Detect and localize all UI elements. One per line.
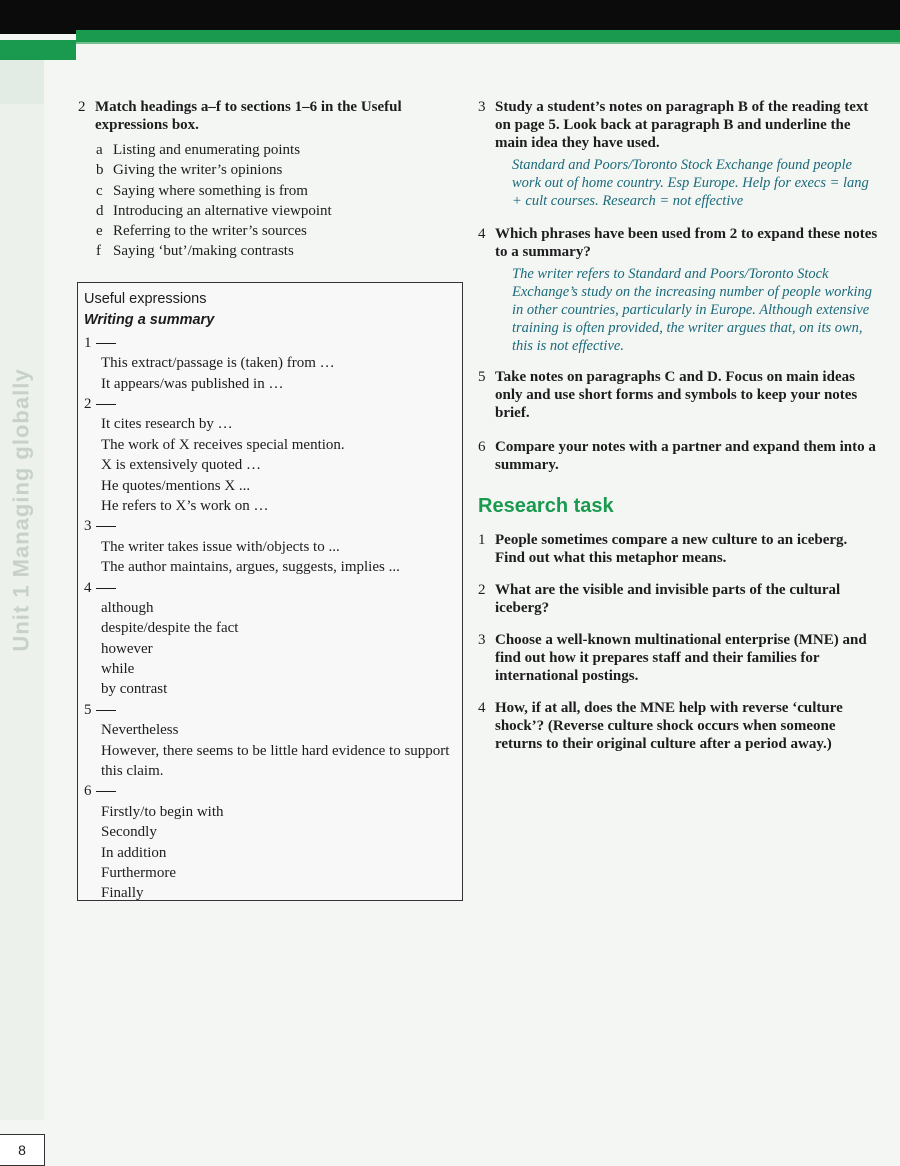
useful-expressions-box: [77, 282, 463, 901]
item-number: 3: [478, 632, 486, 648]
expression-line: This extract/passage is (taken) from …: [101, 355, 335, 372]
group-number: 4: [84, 579, 92, 596]
expression-line: In addition: [101, 844, 167, 861]
item-number: 1: [478, 532, 486, 548]
heading-options-list: [96, 140, 470, 262]
research-task-heading: Research task: [478, 495, 614, 517]
group-number: 1: [84, 335, 92, 351]
box-subtitle: Writing a summary: [84, 312, 215, 328]
expression-group-4: [84, 578, 456, 700]
box-title: Useful expressions: [84, 291, 207, 307]
expression-line: It appears/was published in …: [101, 375, 284, 392]
item-number: 2: [478, 582, 486, 598]
expression-line: by contrast: [101, 681, 168, 698]
expression-group-6: [84, 781, 456, 903]
page-number: 8: [0, 1134, 45, 1166]
item-text: How, if at all, does the MNE help with reverse ‘culture shock’? (Reverse culture shock occurs when someone returns to their original culture after a period away.): [495, 700, 843, 752]
top-green-rule: [0, 42, 900, 44]
question-number: 2: [78, 99, 86, 115]
side-unit-label: [2, 368, 42, 652]
group-number: 3: [84, 518, 92, 535]
expression-line: while: [101, 661, 135, 678]
option-a: [96, 140, 470, 160]
left-green-tab: [0, 40, 76, 60]
item-text: People sometimes compare a new culture to an iceberg. Find out what this metaphor means.: [495, 532, 848, 566]
answer-blank: [96, 404, 116, 405]
group-number: 5: [84, 701, 92, 718]
top-black-band: [0, 0, 900, 34]
item-text: Choose a well-known multinational enterprise (MNE) and find out how it prepares staff and their families for international postings.: [495, 632, 867, 684]
expression-line: Firstly/to begin with: [101, 803, 224, 820]
option-text: Introducing an alternative viewpoint: [113, 202, 332, 219]
group-number: 2: [84, 396, 92, 413]
expression-line: It cites research by …: [101, 416, 233, 433]
option-text: Referring to the writer’s sources: [113, 223, 307, 240]
answer-blank: [96, 343, 116, 344]
item-number: 4: [478, 700, 486, 716]
side-unit-label-text: Unit 1 Managing globally: [9, 368, 34, 652]
answer-blank: [96, 526, 116, 527]
top-green-band: [76, 30, 900, 42]
option-c: [96, 181, 470, 201]
side-tab-block: [0, 60, 44, 104]
option-e: [96, 221, 470, 241]
option-letter: e: [96, 223, 103, 240]
expression-line: However, there seems to be little hard evidence to support this claim.: [101, 742, 450, 779]
right-column: [478, 98, 878, 753]
expression-line: The work of X receives special mention.: [101, 436, 345, 453]
group-number: 6: [84, 783, 92, 800]
question-number: 3: [478, 99, 486, 115]
expression-group-5: [84, 700, 456, 782]
left-column: [78, 98, 470, 262]
option-letter: b: [96, 162, 104, 179]
option-letter: d: [96, 202, 104, 219]
option-f: [96, 241, 470, 261]
option-text: Saying where something is from: [113, 182, 308, 199]
option-d: [96, 201, 470, 221]
answer-blank: [96, 791, 116, 792]
question-text: Compare your notes with a partner and expand them into a summary.: [495, 439, 876, 473]
expression-line: He refers to X’s work on …: [101, 498, 269, 515]
expression-group-3: [84, 516, 456, 577]
expression-line: The author maintains, argues, suggests, implies ...: [101, 559, 400, 576]
summary-example: The writer refers to Standard and Poors/Toronto Stock Exchange’s study on the increasing number of people working in other countries, particularly in Europe. Although extensive training is often provided, the writer argues that, on its own, this is not effective.: [512, 266, 873, 354]
expression-line: despite/despite the fact: [101, 620, 239, 637]
question-text: Study a student’s notes on paragraph B of the reading text on page 5. Look back at paragraph B and underline the main idea they have used.: [495, 99, 869, 151]
option-letter: a: [96, 142, 103, 158]
question-number: 5: [478, 369, 486, 385]
expression-line: Secondly: [101, 824, 157, 841]
option-letter: c: [96, 182, 103, 199]
expression-line: Nevertheless: [101, 722, 179, 739]
question-text: Match headings a–f to sections 1–6 in the Useful expressions box.: [95, 99, 402, 133]
expression-line: although: [101, 599, 154, 616]
question-4: [478, 225, 878, 261]
expression-line: X is extensively quoted …: [101, 457, 261, 474]
expression-group-1: [84, 333, 456, 394]
expression-line: The writer takes issue with/objects to ...: [101, 538, 340, 555]
question-5: [478, 368, 878, 422]
research-item-2: [478, 581, 878, 617]
question-6: [478, 438, 878, 474]
research-item-4: [478, 699, 878, 753]
expression-group-2: [84, 394, 456, 516]
question-number: 4: [478, 226, 486, 242]
question-number: 6: [478, 439, 486, 455]
expression-line: He quotes/mentions X ...: [101, 477, 251, 494]
question-3: [478, 98, 878, 152]
expression-line: Furthermore: [101, 864, 176, 881]
expression-line: however: [101, 640, 153, 657]
expression-line: Finally: [101, 885, 144, 902]
option-letter: f: [96, 243, 101, 260]
answer-blank: [96, 710, 116, 711]
student-notes: Standard and Poors/Toronto Stock Exchange found people work out of home country. Esp Europe. Help for execs = lang + cult courses. Research = not effective: [512, 157, 869, 209]
question-text: Which phrases have been used from 2 to expand these notes to a summary?: [495, 226, 878, 260]
research-item-1: [478, 531, 878, 567]
option-text: Listing and enumerating points: [113, 142, 301, 158]
option-text: Giving the writer’s opinions: [113, 162, 283, 179]
question-2: [78, 98, 470, 134]
answer-blank: [96, 588, 116, 589]
question-text: Take notes on paragraphs C and D. Focus on main ideas only and use short forms and symbols to keep your notes brief.: [495, 369, 858, 421]
research-item-3: [478, 631, 878, 685]
item-text: What are the visible and invisible parts of the cultural iceberg?: [495, 582, 841, 616]
option-b: [96, 160, 470, 180]
option-text: Saying ‘but’/making contrasts: [113, 243, 294, 260]
